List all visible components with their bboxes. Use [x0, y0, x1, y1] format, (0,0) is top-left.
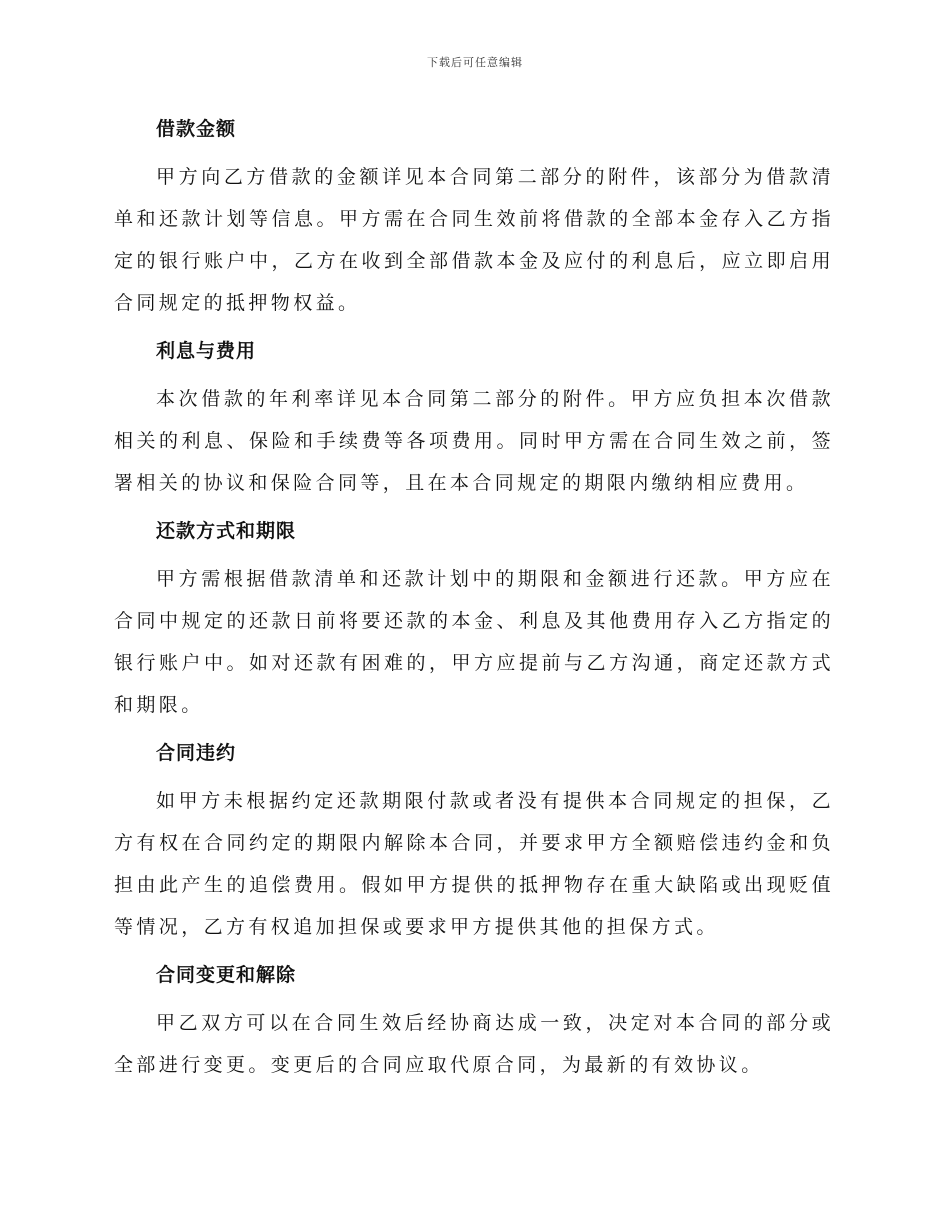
- section-interest-fees: [114, 330, 834, 504]
- section-breach: [114, 732, 834, 948]
- section-paragraph: 甲乙双方可以在合同生效后经协商达成一致，决定对本合同的部分或全部进行变更。变更后的合同应取代原合同，为最新的有效协议。: [114, 1012, 834, 1076]
- section-loan-amount: [114, 108, 834, 324]
- section-heading: 还款方式和期限: [156, 520, 297, 542]
- section-heading: 合同变更和解除: [156, 964, 297, 986]
- section-amendment: [114, 954, 834, 1086]
- document-body: [114, 108, 834, 1086]
- section-paragraph: 本次借款的年利率详见本合同第二部分的附件。甲方应负担本次借款相关的利息、保险和手续费等各项费用。同时甲方需在合同生效之前，签署相关的协议和保险合同等，且在本合同规定的期限内缴纳相应费用。: [114, 388, 834, 494]
- section-heading: 利息与费用: [156, 340, 257, 362]
- section-repayment: [114, 510, 834, 726]
- section-paragraph: 如甲方未根据约定还款期限付款或者没有提供本合同规定的担保，乙方有权在合同约定的期限内解除本合同，并要求甲方全额赔偿违约金和负担由此产生的追偿费用。假如甲方提供的抵押物存在重大缺陷或出现贬值等情况，乙方有权追加担保或要求甲方提供其他的担保方式。: [114, 790, 834, 938]
- section-paragraph: 甲方需根据借款清单和还款计划中的期限和金额进行还款。甲方应在合同中规定的还款日前将要还款的本金、利息及其他费用存入乙方指定的银行账户中。如对还款有困难的，甲方应提前与乙方沟通，商定还款方式和期限。: [114, 568, 834, 716]
- section-heading: 合同违约: [156, 742, 237, 764]
- section-heading: 借款金额: [156, 118, 237, 140]
- page-header-note: 下载后可任意编辑: [427, 56, 523, 69]
- section-paragraph: 甲方向乙方借款的金额详见本合同第二部分的附件，该部分为借款清单和还款计划等信息。甲方需在合同生效前将借款的全部本金存入乙方指定的银行账户中，乙方在收到全部借款本金及应付的利息后，应立即启用合同规定的抵押物权益。: [114, 166, 834, 314]
